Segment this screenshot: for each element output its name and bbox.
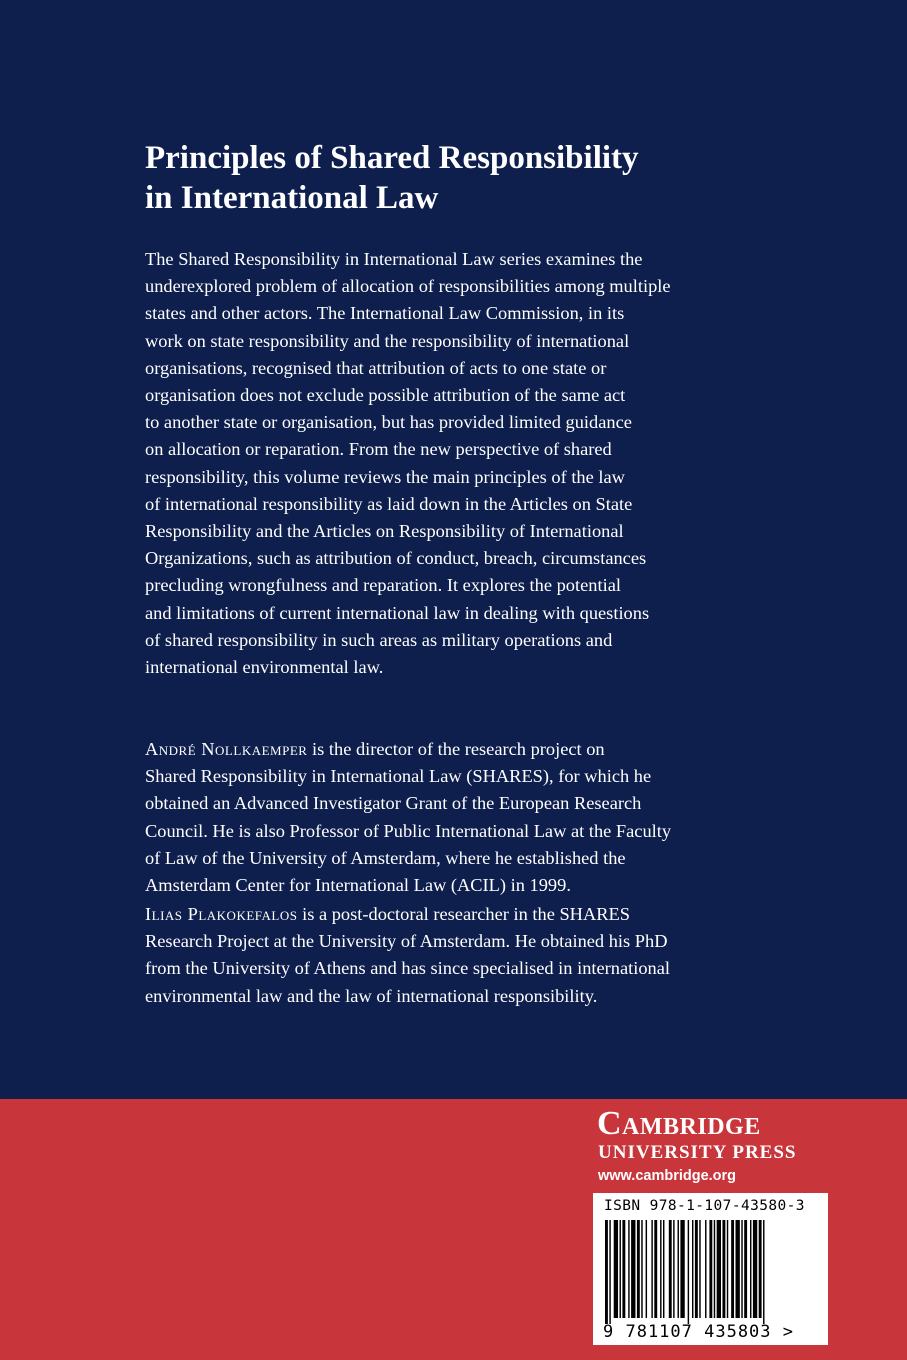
- author-bio-nollkaemper: [145, 736, 785, 899]
- bio-first-line: [145, 736, 785, 763]
- bio-line: Shared Responsibility in International Law (SHARES), for which he: [145, 766, 652, 787]
- publisher-logo-name: Cambridge: [597, 1105, 761, 1142]
- description-line: organisations, recognised that attribution of acts to one state or: [145, 357, 607, 378]
- description-line: underexplored problem of allocation of responsibilities among multiple: [145, 276, 671, 297]
- publisher-url: www.cambridge.org: [598, 1168, 737, 1184]
- description-line: work on state responsibility and the responsibility of international: [145, 330, 630, 351]
- description-line: and limitations of current international law in dealing with questions: [145, 602, 650, 623]
- description-line: Responsibility and the Articles on Responsibility of International: [145, 521, 624, 542]
- author-name: André Nollkaemper: [145, 739, 308, 759]
- description-line: responsibility, this volume reviews the main principles of the law: [145, 466, 625, 487]
- bio-line: Council. He is also Professor of Public International Law at the Faculty: [145, 820, 672, 841]
- author-name: Ilias Plakokefalos: [145, 904, 298, 924]
- description-line: of international responsibility as laid down in the Articles on State: [145, 493, 633, 514]
- bio-line: environmental law and the law of international responsibility.: [145, 985, 598, 1006]
- bio-text: is a post-doctoral researcher in the SHARES: [297, 904, 630, 924]
- bio-line: Research Project at the University of Amsterdam. He obtained his PhD: [145, 931, 668, 952]
- publisher-logo-subtitle: UNIVERSITY PRESS: [598, 1142, 797, 1163]
- description-line: on allocation or reparation. From the new perspective of shared: [145, 439, 612, 460]
- description-line: organisation does not exclude possible attribution of the same act: [145, 385, 626, 406]
- title-line-1: Principles of Shared Responsibility: [145, 140, 639, 176]
- isbn-barcode: [593, 1193, 828, 1345]
- book-description: [145, 246, 785, 681]
- isbn-label: ISBN 978-1-107-43580-3: [604, 1198, 805, 1214]
- description-line: international environmental law.: [145, 657, 384, 678]
- barcode-bars: [605, 1220, 816, 1324]
- bio-line: Amsterdam Center for International Law (ACIL) in 1999.: [145, 875, 571, 896]
- bio-line: of Law of the University of Amsterdam, where he established the: [145, 847, 626, 868]
- bio-line: from the University of Athens and has since specialised in international: [145, 958, 671, 979]
- description-line: of shared responsibility in such areas as military operations and: [145, 629, 613, 650]
- title-line-2: in International Law: [145, 180, 439, 216]
- description-line: The Shared Responsibility in International Law series examines the: [145, 249, 643, 269]
- bio-line: obtained an Advanced Investigator Grant of the European Research: [145, 793, 642, 814]
- description-line: to another state or organisation, but has provided limited guidance: [145, 412, 632, 433]
- description-line: precluding wrongfulness and reparation. It explores the potential: [145, 575, 621, 596]
- isbn-digits: 9 781107 435803 >: [603, 1322, 794, 1342]
- author-bio-plakokefalos: [145, 901, 785, 1010]
- book-title: [145, 138, 845, 218]
- description-line: Organizations, such as attribution of conduct, breach, circumstances: [145, 548, 647, 569]
- bio-first-line: [145, 901, 785, 928]
- description-line: states and other actors. The International Law Commission, in its: [145, 303, 625, 324]
- bio-text: is the director of the research project on: [307, 739, 605, 759]
